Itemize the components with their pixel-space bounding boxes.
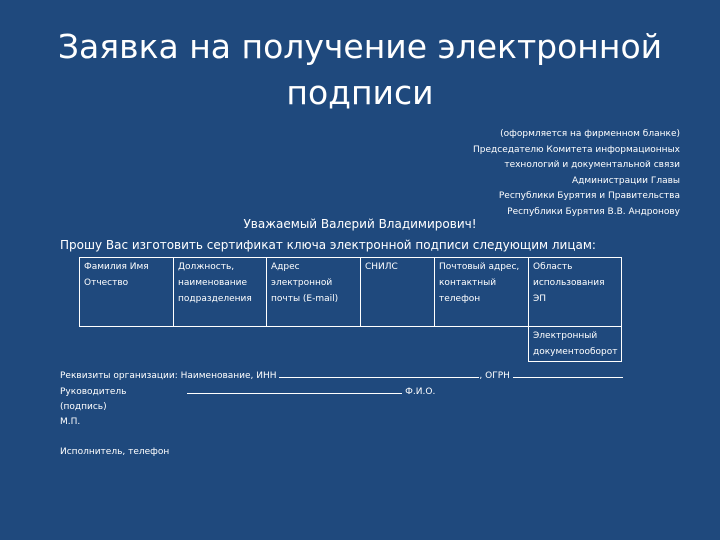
ogrn-blank — [513, 368, 623, 378]
stamp-label: М.П. — [60, 417, 81, 427]
page-title: Заявка на получение электронной подписи — [57, 27, 663, 112]
table-cell-empty — [435, 327, 529, 362]
spacer — [60, 430, 623, 445]
table-cell-empty — [174, 327, 267, 362]
ogrn-label: , ОГРН — [479, 371, 510, 381]
addressee-line: (оформляется на фирменном бланке) — [500, 129, 680, 139]
head-label: Руководитель — [60, 387, 127, 397]
table-row — [80, 327, 622, 362]
addressee-line: Председателю Комитета информационных — [473, 144, 680, 155]
addressee-line: технологий и документальной связи — [504, 160, 680, 170]
table-cell-usage-value: Электронный документооборот — [529, 327, 622, 362]
addressee-line: Республики Бурятия и Правительства — [498, 191, 680, 201]
addressee-line: Республики Бурятия В.В. Андронову — [507, 206, 680, 217]
head-line — [60, 384, 623, 400]
request-text: Прошу Вас изготовить сертификат ключа электронной подписи следующим лицам: — [60, 238, 596, 252]
header-cell-snils: СНИЛС — [361, 258, 435, 327]
applicants-table — [79, 257, 622, 362]
header-cell-usage: Область использования ЭП — [529, 258, 622, 327]
head-signature-blank — [187, 384, 402, 394]
fio-label: Ф.И.О. — [405, 387, 436, 397]
requisites-line — [60, 368, 623, 384]
table-cell-empty — [267, 327, 361, 362]
executor-label: Исполнитель, телефон — [60, 447, 170, 457]
header-cell-email: Адрес электронной почты (E-mail) — [267, 258, 361, 327]
header-cell-fio: Фамилия Имя Отчество — [80, 258, 174, 327]
greeting: Уважаемый Валерий Владимирович! — [243, 217, 477, 231]
addressee-block — [440, 127, 680, 220]
addressee-line: Администрации Главы — [571, 175, 680, 186]
footer-block — [60, 368, 623, 460]
table-cell-empty — [80, 327, 174, 362]
applicants-table-wrap — [79, 257, 622, 362]
inn-blank — [279, 368, 479, 378]
header-cell-position: Должность, наименование подразделения — [174, 258, 267, 327]
table-cell-empty — [361, 327, 435, 362]
requisites-label: Реквизиты организации: Наименование, ИНН — [60, 371, 277, 381]
signature-label: (подпись) — [60, 402, 107, 412]
table-header-row — [80, 258, 622, 327]
header-cell-postal: Почтовый адрес, контактный телефон — [435, 258, 529, 327]
